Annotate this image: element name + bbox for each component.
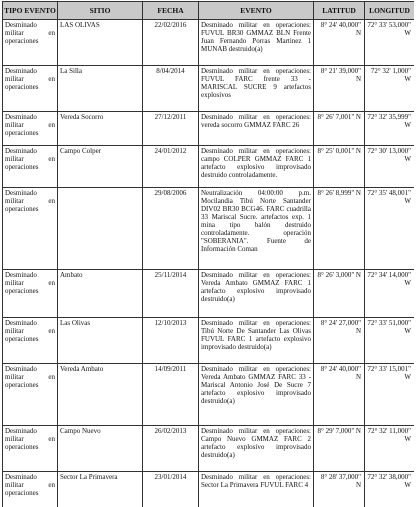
cell-sitio: La Silla (58, 66, 143, 112)
cell-sitio: Vereda Socorro (58, 112, 143, 146)
cell-longitud: 72° 32' 35,999" W (365, 112, 415, 146)
cell-longitud: 72° 35' 48,001" W (365, 188, 415, 270)
cell-latitud: 8° 26' 8,999" N (314, 188, 365, 270)
cell-fecha: 27/12/2011 (143, 112, 199, 146)
cell-tipo: Desminado militar en operaciones (3, 20, 58, 66)
header-latitud: LATITUD (314, 2, 365, 20)
table-row (3, 20, 415, 66)
cell-longitud: 72° 34' 14,000" W (365, 270, 415, 318)
table-row (3, 112, 415, 146)
cell-evento: Neutralización 04:00:00 p.m. Mocilandia Tibú Norte Santander DIV02 BR30 BCG46. FARC cuadrilla 33 Mariscal Sucre. artefactos exp. 1 mina tipo balón destruido controladamente. operación "SOBERANIA". Fuente de Información Coman (199, 188, 314, 270)
cell-tipo: Desminado militar en operaciones (3, 318, 58, 364)
cell-tipo: Desminado militar en operaciones (3, 472, 58, 507)
cell-tipo: Desminado militar en operaciones (3, 112, 58, 146)
cell-tipo: Desminado militar en operaciones (3, 426, 58, 472)
cell-longitud: 72° 32' 38,000" W (365, 472, 415, 507)
cell-evento: Desminado militar en operaciones: Campo Nuevo GMMAZ FARC 2 artefacto explosivo improvisado destruido(a) (199, 426, 314, 472)
cell-latitud: 8° 28' 37,000" N (314, 472, 365, 507)
cell-fecha: 22/02/2016 (143, 20, 199, 66)
table-row (3, 188, 415, 270)
cell-latitud: 8° 26' 3,000" N (314, 270, 365, 318)
cell-tipo: Desminado militar en operaciones (3, 146, 58, 188)
cell-tipo: Desminado militar en operaciones (3, 270, 58, 318)
cell-longitud: 72° 32' 11,000" W (365, 426, 415, 472)
table-row (3, 146, 415, 188)
cell-latitud: 8° 24' 27,000" N (314, 318, 365, 364)
cell-sitio: Vereda Ambato (58, 364, 143, 426)
cell-sitio: Campo Nuevo (58, 426, 143, 472)
header-fecha: FECHA (143, 2, 199, 20)
events-table (2, 1, 414, 507)
cell-fecha: 29/08/2006 (143, 188, 199, 270)
header-longitud: LONGITUD (365, 2, 415, 20)
cell-longitud: 72° 33' 51,000" W (365, 318, 415, 364)
cell-fecha: 14/09/2011 (143, 364, 199, 426)
cell-latitud: 8° 26' 7,001" N (314, 112, 365, 146)
cell-latitud: 8° 21' 39,000" N (314, 66, 365, 112)
cell-evento: Desminado militar en operaciones: Vereda Ambato GMMAZ FARC 33 - Mariscal Antonio José De Sucre 7 artefacto explosivo improvisado destruido(a) (199, 364, 314, 426)
cell-latitud: 8° 24' 40,000" N (314, 364, 365, 426)
cell-sitio: Ambato (58, 270, 143, 318)
table-row (3, 426, 415, 472)
cell-latitud: 8° 24' 40,000" N (314, 20, 365, 66)
cell-longitud: 72° 30' 13,000" W (365, 146, 415, 188)
header-evento: EVENTO (199, 2, 314, 20)
cell-evento: Desminado militar en operaciones: campo COLPER GMMAZ FARC 1 artefacto explosivo improvisado destruido controladamente. (199, 146, 314, 188)
cell-evento: Desminado militar en operaciones: FUVUL BR30 GMMAZ BLN Frente Juan Fernando Porras Martinez 1 MUNAB destruido(a) (199, 20, 314, 66)
cell-evento: Desminado militar en operaciones: vereda socorro GMMAZ FARC 26 (199, 112, 314, 146)
cell-sitio (58, 188, 143, 270)
cell-tipo: Desminado militar en operaciones (3, 188, 58, 270)
cell-fecha: 26/02/2013 (143, 426, 199, 472)
cell-fecha: 25/11/2014 (143, 270, 199, 318)
cell-longitud: 72° 33' 15,001" W (365, 364, 415, 426)
cell-tipo: Desminado militar en operaciones (3, 66, 58, 112)
table-row (3, 472, 415, 507)
cell-longitud: 72° 32' 1,000" W (365, 66, 415, 112)
document-page (2, 1, 414, 507)
cell-fecha: 12/10/2013 (143, 318, 199, 364)
cell-fecha: 23/01/2014 (143, 472, 199, 507)
table-row (3, 364, 415, 426)
cell-latitud: 8° 29' 7,000" N (314, 426, 365, 472)
cell-fecha: 8/04/2014 (143, 66, 199, 112)
cell-tipo: Desminado militar en operaciones (3, 364, 58, 426)
cell-evento: Desminado militar en operaciones: Sector La Primavera FUVUL FARC 4 (199, 472, 314, 507)
cell-sitio: LAS OLIVAS (58, 20, 143, 66)
cell-sitio: Las Olivas (58, 318, 143, 364)
cell-evento: Desminado militar en operaciones: Tibú Norte De Santander Las Olivas FUVUL FARC 1 artefacto explosivo improvisado destruido(a) (199, 318, 314, 364)
table-row (3, 66, 415, 112)
header-sitio: SITIO (58, 2, 143, 20)
cell-sitio: Campo Colper (58, 146, 143, 188)
cell-fecha: 24/01/2012 (143, 146, 199, 188)
table-header-row (3, 2, 415, 20)
cell-sitio: Sector La Primavera (58, 472, 143, 507)
table-row (3, 318, 415, 364)
cell-evento: Desminado militar en operaciones: FUVUL FARC frente 33 - MARISCAL SUCRE 9 artefactos explosivos (199, 66, 314, 112)
table-row (3, 270, 415, 318)
header-tipo-evento: TIPO EVENTO (3, 2, 58, 20)
cell-latitud: 8° 25' 0,001" N (314, 146, 365, 188)
cell-longitud: 72° 33' 53,000" W (365, 20, 415, 66)
cell-evento: Desminado militar en operaciones: Vereda Ambato GMMAZ FARC 1 artefacto explosivo improvisado destruido(a) (199, 270, 314, 318)
